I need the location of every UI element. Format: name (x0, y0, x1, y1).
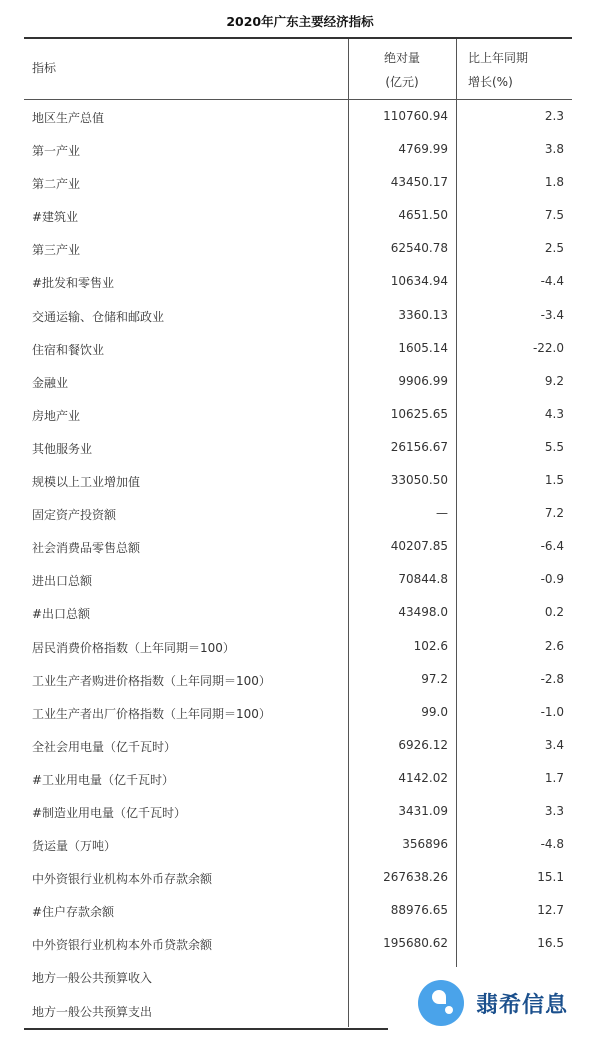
row-indicator: 第二产业 (32, 177, 81, 192)
row-indicator: 第三产业 (32, 243, 81, 258)
row-absolute-value: 4769.99 (398, 142, 448, 157)
row-indicator: 地方一般公共预算支出 (32, 1004, 153, 1019)
mouse-logo-icon (418, 980, 464, 1026)
row-absolute-value: 6926.12 (398, 737, 448, 752)
row-indicator: #建筑业 (32, 210, 79, 225)
row-growth: 7.2 (544, 506, 564, 521)
watermark-text: 翡希信息 (472, 986, 572, 1021)
table-row (24, 365, 572, 398)
table-row (24, 265, 572, 298)
row-absolute-value: 62540.78 (390, 241, 448, 256)
table-row (24, 299, 572, 332)
table-row (24, 630, 572, 663)
table-row (24, 398, 572, 431)
table-row (24, 563, 572, 596)
row-absolute-value: 33050.50 (390, 473, 448, 488)
row-absolute-value: 267638.26 (383, 870, 448, 885)
row-growth: 12.7 (537, 903, 564, 918)
row-growth: 1.7 (544, 770, 564, 785)
row-growth: -6.4 (540, 539, 564, 554)
row-indicator: #住户存款余额 (32, 905, 115, 920)
table-row (24, 828, 572, 861)
header-absolute-value (348, 46, 456, 94)
row-growth: -4.8 (540, 837, 564, 852)
table-row (24, 199, 572, 232)
table-row (24, 861, 572, 894)
row-absolute-value: 43450.17 (390, 175, 448, 190)
table-row (24, 696, 572, 729)
row-absolute-value: 70844.8 (398, 572, 448, 587)
table-row (24, 663, 572, 696)
row-absolute-value: 3431.09 (398, 803, 448, 818)
row-absolute-value: 9906.99 (398, 373, 448, 388)
row-indicator: 居民消费价格指数（上年同期＝100） (32, 640, 235, 655)
row-growth: -3.4 (540, 307, 564, 322)
row-absolute-value: 40207.85 (390, 539, 448, 554)
header-absolute-unit: (亿元) (385, 75, 419, 89)
table-row (24, 100, 572, 133)
table-bottom-rule (24, 1028, 388, 1030)
row-indicator: 住宿和餐饮业 (32, 342, 105, 357)
table-row (24, 762, 572, 795)
header-growth (456, 46, 572, 94)
watermark-badge (414, 972, 586, 1034)
row-absolute-value: 3360.13 (398, 307, 448, 322)
row-indicator: #批发和零售业 (32, 276, 115, 291)
row-growth: -22.0 (532, 340, 564, 355)
row-growth: -1.0 (540, 704, 564, 719)
row-absolute-value: 97.2 (421, 671, 448, 686)
row-indicator: 房地产业 (32, 408, 81, 423)
row-growth: 16.5 (537, 936, 564, 951)
header-growth-label: 比上年同期 (468, 51, 529, 65)
row-absolute-value: 356896 (402, 837, 448, 852)
row-absolute-value: — (436, 506, 448, 521)
row-absolute-value: 195680.62 (383, 936, 448, 951)
row-indicator: 第一产业 (32, 144, 81, 159)
row-indicator: 社会消费品零售总额 (32, 541, 141, 556)
table-row (24, 927, 572, 960)
table-row (24, 596, 572, 629)
row-indicator: 货运量（万吨） (32, 839, 117, 854)
row-indicator: #制造业用电量（亿千瓦时） (32, 805, 187, 820)
row-growth: 3.8 (544, 142, 564, 157)
table-row (24, 464, 572, 497)
row-indicator: 进出口总额 (32, 574, 93, 589)
row-growth: -0.9 (540, 572, 564, 587)
table-row (24, 232, 572, 265)
table-row (24, 332, 572, 365)
row-absolute-value: 4142.02 (398, 770, 448, 785)
table-row (24, 431, 572, 464)
row-growth: -4.4 (540, 274, 564, 289)
row-growth: -2.8 (540, 671, 564, 686)
table-header (24, 39, 572, 100)
row-indicator: 全社会用电量（亿千瓦时） (32, 739, 177, 754)
row-growth: 3.4 (544, 737, 564, 752)
header-absolute-label: 绝对量 (383, 51, 420, 65)
row-indicator: #工业用电量（亿千瓦时） (32, 772, 175, 787)
row-indicator: 中外资银行业机构本外币贷款余额 (32, 938, 213, 953)
row-absolute-value: 110760.94 (383, 109, 448, 123)
row-indicator: 中外资银行业机构本外币存款余额 (32, 872, 213, 887)
header-indicator: 指标 (32, 61, 57, 75)
row-indicator: 金融业 (32, 375, 69, 390)
row-growth: 5.5 (544, 439, 564, 454)
row-absolute-value: 1605.14 (398, 340, 448, 355)
row-growth: 1.5 (544, 473, 564, 488)
header-growth-unit: 增长(%) (468, 75, 513, 89)
table-title: 2020年广东主要经济指标 (226, 14, 374, 29)
row-absolute-value: 10625.65 (390, 406, 448, 421)
table-row (24, 497, 572, 530)
row-growth: 0.2 (544, 605, 564, 620)
row-growth: 4.3 (544, 406, 564, 421)
table-body (24, 100, 572, 1027)
row-absolute-value: 43498.0 (398, 605, 448, 620)
row-absolute-value: 88976.65 (390, 903, 448, 918)
table-row (24, 795, 572, 828)
row-indicator: 工业生产者出厂价格指数（上年同期＝100） (32, 706, 271, 721)
row-absolute-value: 10634.94 (390, 274, 448, 289)
row-indicator: 固定资产投资额 (32, 508, 117, 523)
row-growth: 15.1 (537, 870, 564, 885)
table-row (24, 729, 572, 762)
indicators-table (24, 37, 572, 1027)
table-row (24, 894, 572, 927)
row-indicator: 规模以上工业增加值 (32, 475, 141, 490)
row-growth: 2.6 (544, 638, 564, 653)
row-indicator: 交通运输、仓储和邮政业 (32, 309, 165, 324)
row-growth: 1.8 (544, 175, 564, 190)
table-row (24, 530, 572, 563)
row-absolute-value: 4651.50 (398, 208, 448, 223)
row-indicator: 其他服务业 (32, 441, 93, 456)
row-indicator: 地方一般公共预算收入 (32, 971, 153, 986)
row-indicator: 地区生产总值 (32, 111, 105, 125)
row-absolute-value: 26156.67 (390, 439, 448, 454)
table-row (24, 133, 572, 166)
row-growth: 7.5 (544, 208, 564, 223)
row-indicator: #出口总额 (32, 607, 91, 622)
row-absolute-value: 99.0 (421, 704, 448, 719)
row-growth: 9.2 (544, 373, 564, 388)
row-absolute-value: 102.6 (413, 638, 448, 653)
row-growth: 3.3 (544, 803, 564, 818)
row-indicator: 工业生产者购进价格指数（上年同期＝100） (32, 673, 271, 688)
table-row (24, 166, 572, 199)
row-growth: 2.3 (544, 109, 564, 123)
row-growth: 2.5 (544, 241, 564, 256)
